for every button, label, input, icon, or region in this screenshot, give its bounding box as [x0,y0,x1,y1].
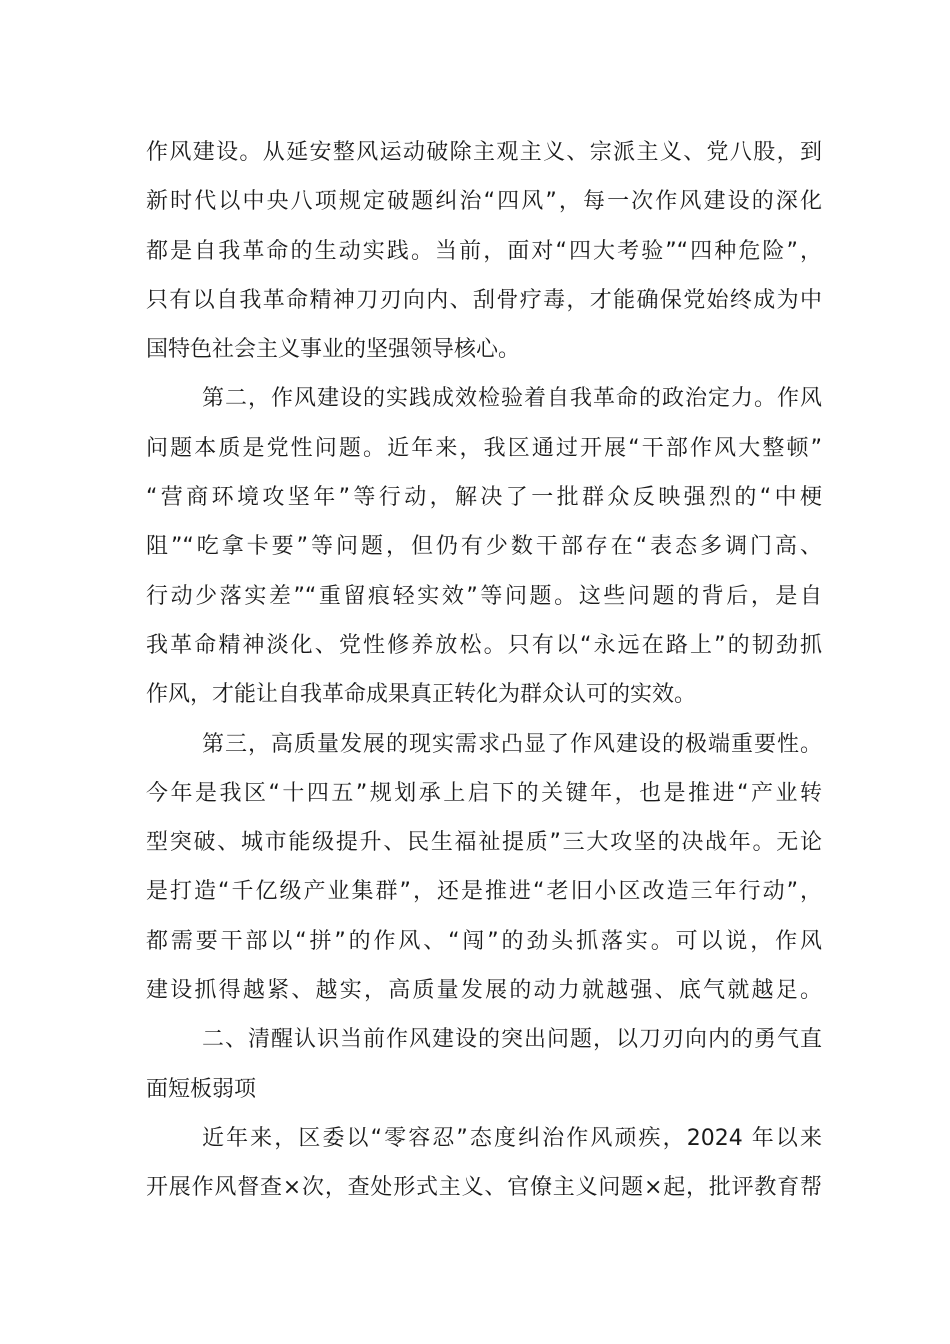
text-line-12: 作风，才能让自我革命成果真正转化为群众认可的实效。 [146,682,697,708]
text-line-8: “营商环境攻坚年”等行动，解决了一批群众反映强烈的“中梗 [146,485,822,511]
text-line-13: 第三，高质量发展的现实需求凸显了作风建设的极端重要性。 [202,731,822,757]
text-line-3: 都是自我革命的生动实践。当前，面对“四大考验”“四种危险”， [146,238,822,264]
text-line-9: 阻”“吃拿卡要”等问题，但仍有少数干部存在“表态多调门高、 [146,534,822,560]
text-line-16: 是打造“千亿级产业集群”，还是推进“老旧小区改造三年行动”， [146,879,822,905]
section-heading-line-2: 面短板弱项 [146,1076,257,1102]
text-line-15: 型突破、城市能级提升、民生福祉提质”三大攻坚的决战年。无论 [146,830,822,856]
text-line-4: 只有以自我革命精神刀刃向内、刮骨疗毒，才能确保党始终成为中 [146,287,822,313]
document-body [146,128,822,1213]
text-line-1: 作风建设。从延安整风运动破除主观主义、宗派主义、党八股，到 [146,140,822,165]
text-line-2: 新时代以中央八项规定破题纠治“四风”，每一次作风建设的深化 [146,189,822,215]
text-line-17: 都需要干部以“拼”的作风、“闯”的劲头抓落实。可以说，作风 [146,928,822,954]
text-line-11: 我革命精神淡化、党性修养放松。只有以“永远在路上”的韧劲抓 [146,632,822,658]
text-line-10: 行动少落实差”“重留痕轻实效”等问题。这些问题的背后，是自 [146,583,822,609]
text-line-14: 今年是我区“十四五”规划承上启下的关键年，也是推进“产业转 [146,780,822,806]
text-line-5: 国特色社会主义事业的坚强领导核心。 [146,337,521,363]
section-heading-line-1: 二、清醒认识当前作风建设的突出问题，以刀刃向内的勇气直 [202,1027,822,1053]
text-line-6: 第二，作风建设的实践成效检验着自我革命的政治定力。作风 [202,386,822,412]
text-line-7: 问题本质是党性问题。近年来，我区通过开展“干部作风大整顿” [146,435,822,461]
text-line-18: 建设抓得越紧、越实，高质量发展的动力就越强、底气就越足。 [146,978,822,1004]
text-line-21: 近年来，区委以“零容忍”态度纠治作风顽疾，2024 年以来 [202,1125,822,1151]
text-line-22: 开展作风督查×次，查处形式主义、官僚主义问题×起，批评教育帮 [146,1175,822,1201]
